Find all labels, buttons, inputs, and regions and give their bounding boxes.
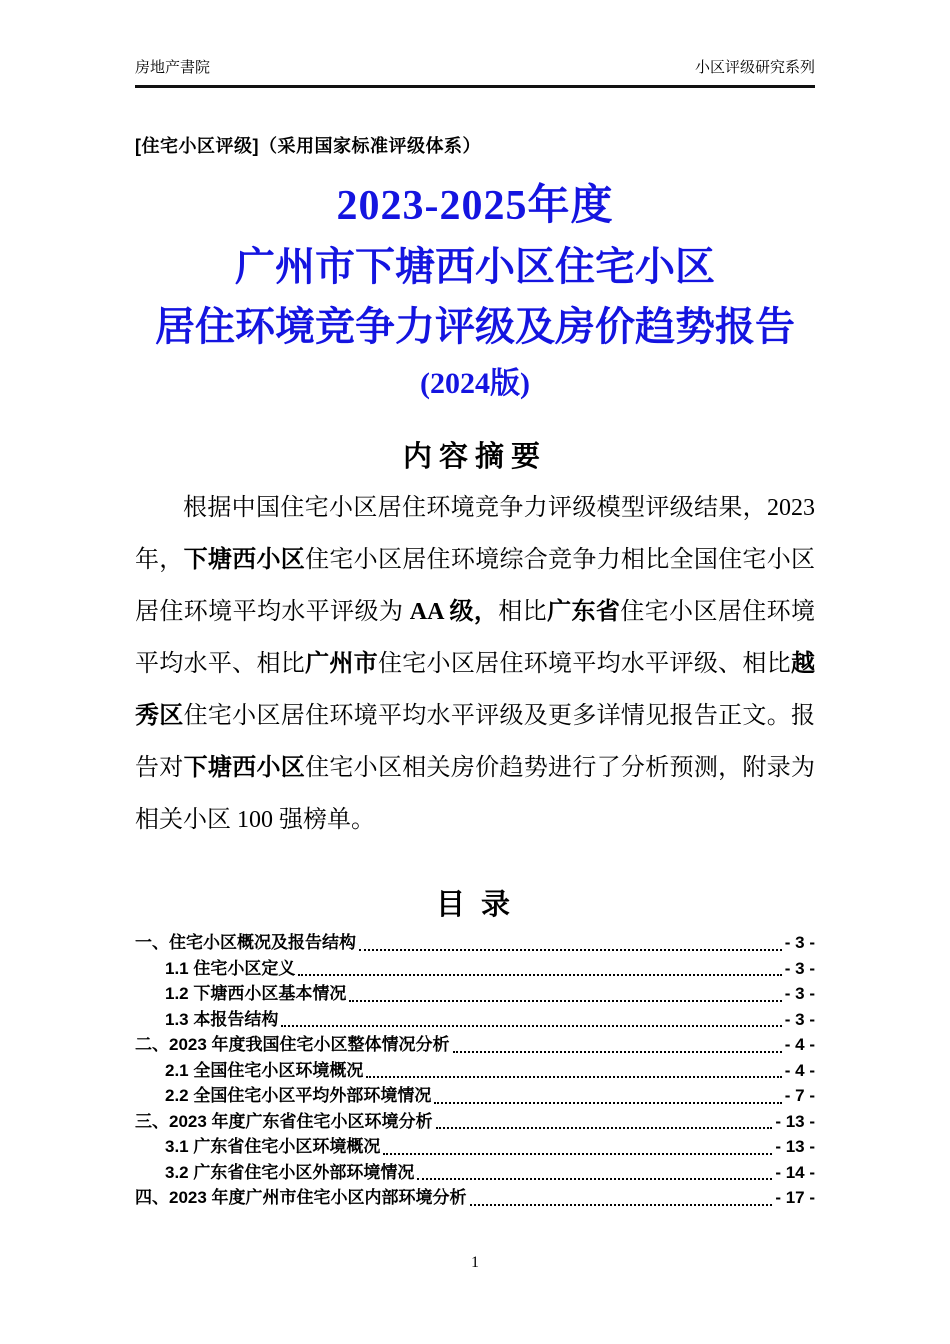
abstract-segment-city: 广州市 — [305, 651, 378, 677]
abstract-paragraph — [135, 482, 815, 846]
report-title-years: 2023-2025年度 — [336, 183, 614, 229]
toc-item-label: 1.2 下塘西小区基本情况 — [165, 984, 347, 1003]
abstract-heading: 内容摘要 — [402, 441, 547, 473]
toc-leader-dots — [359, 949, 782, 951]
report-title-subject: 居住环境竞争力评级及房价趋势报告 — [155, 304, 795, 349]
toc-item-label: 2.1 全国住宅小区环境概况 — [165, 1060, 364, 1080]
toc-item-1-1[interactable] — [135, 956, 815, 982]
page-header — [135, 58, 815, 88]
toc-leader-dots — [366, 1076, 781, 1078]
page-number: 1 — [471, 1254, 479, 1271]
toc-item-label: 2.2 全国住宅小区平均外部环境情况 — [165, 1086, 432, 1105]
toc-leader-dots — [434, 1102, 781, 1104]
report-title-community: 广州市下塘西小区住宅小区 — [235, 244, 715, 289]
toc-item-2[interactable] — [135, 1032, 815, 1058]
abstract-segment-province: 广东省 — [547, 599, 621, 625]
toc-leader-dots — [417, 1178, 772, 1180]
abstract-segment: 根据中国住宅小区居住环境竞争力评级模型评级结果，2023 年， — [135, 495, 815, 573]
abstract-segment-community: 下塘西小区 — [183, 547, 306, 573]
toc-item-2-1[interactable] — [135, 1058, 815, 1084]
abstract-segment-community2: 下塘西小区 — [183, 755, 306, 781]
toc-item-page: - 4 - — [784, 1035, 815, 1054]
toc-item-label: 3.1 广东省住宅小区环境概况 — [165, 1137, 381, 1156]
toc-item-label: 三、2023 年度广东省住宅小区环境分析 — [135, 1111, 433, 1131]
toc-item-label: 1.3 本报告结构 — [165, 1009, 279, 1029]
toc-item-page: - 3 - — [784, 958, 815, 978]
toc-leader-dots — [453, 1051, 782, 1053]
report-title-block — [135, 182, 815, 402]
header-left-text: 房地产書院 — [135, 59, 211, 76]
toc-item-page: - 17 - — [775, 1188, 815, 1207]
toc-item-1-2[interactable] — [135, 981, 815, 1007]
toc-item-page: - 4 - — [784, 1060, 815, 1080]
toc-item-page: - 3 - — [784, 1009, 815, 1029]
toc-item-1-3[interactable] — [135, 1007, 815, 1033]
toc-item-3[interactable] — [135, 1109, 815, 1135]
toc-item-label: 3.2 广东省住宅小区外部环境情况 — [165, 1162, 415, 1182]
toc-item-1[interactable] — [135, 930, 815, 956]
header-right-text: 小区评级研究系列 — [694, 59, 815, 76]
toc-leader-dots — [470, 1204, 773, 1206]
toc-item-label: 1.1 住宅小区定义 — [165, 958, 296, 978]
toc-item-page: - 13 - — [775, 1137, 815, 1156]
abstract-segment-district: 越秀区 — [135, 651, 816, 729]
toc-item-4[interactable] — [135, 1185, 815, 1211]
abstract-segment-rating: AA 级， — [409, 599, 499, 625]
toc-item-page: - 3 - — [784, 933, 815, 952]
abstract-segment: 住宅小区居住环境平均水平评级及更多详情见报告正文。报告对 — [135, 703, 815, 781]
abstract-segment: 住宅小区相关房价趋势进行了分析预测，附录为相关小区 100 强榜单。 — [135, 755, 816, 833]
toc-item-page: - 7 - — [784, 1086, 815, 1105]
toc-leader-dots — [383, 1153, 772, 1155]
toc-leader-dots — [349, 1000, 781, 1002]
toc-item-label: 一、住宅小区概况及报告结构 — [135, 933, 356, 952]
toc-item-label: 四、2023 年度广州市住宅小区内部环境分析 — [135, 1188, 467, 1207]
toc-item-2-2[interactable] — [135, 1083, 815, 1109]
toc-list — [135, 930, 815, 1211]
toc-heading: 目 录 — [435, 889, 515, 921]
abstract-segment: 住宅小区居住环境综合竞争力相比全国住宅小区居住环境平均水平评级为 — [135, 547, 816, 625]
rating-tag-line: [住宅小区评级]（采用国家标准评级体系） — [135, 136, 481, 156]
abstract-segment: 住宅小区居住环境平均水平、相比 — [135, 599, 816, 677]
report-title-edition: (2024版) — [420, 367, 530, 400]
toc-leader-dots — [436, 1127, 773, 1129]
toc-item-page: - 3 - — [784, 984, 815, 1003]
abstract-segment: 住宅小区居住环境平均水平评级、相比 — [377, 651, 792, 677]
toc-item-label: 二、2023 年度我国住宅小区整体情况分析 — [135, 1035, 450, 1054]
abstract-segment: 相比 — [498, 599, 548, 625]
toc-item-3-2[interactable] — [135, 1160, 815, 1186]
toc-item-3-1[interactable] — [135, 1134, 815, 1160]
toc-item-page: - 13 - — [775, 1111, 815, 1131]
toc-leader-dots — [298, 974, 781, 976]
toc-leader-dots — [281, 1025, 781, 1027]
toc-item-page: - 14 - — [775, 1162, 815, 1182]
